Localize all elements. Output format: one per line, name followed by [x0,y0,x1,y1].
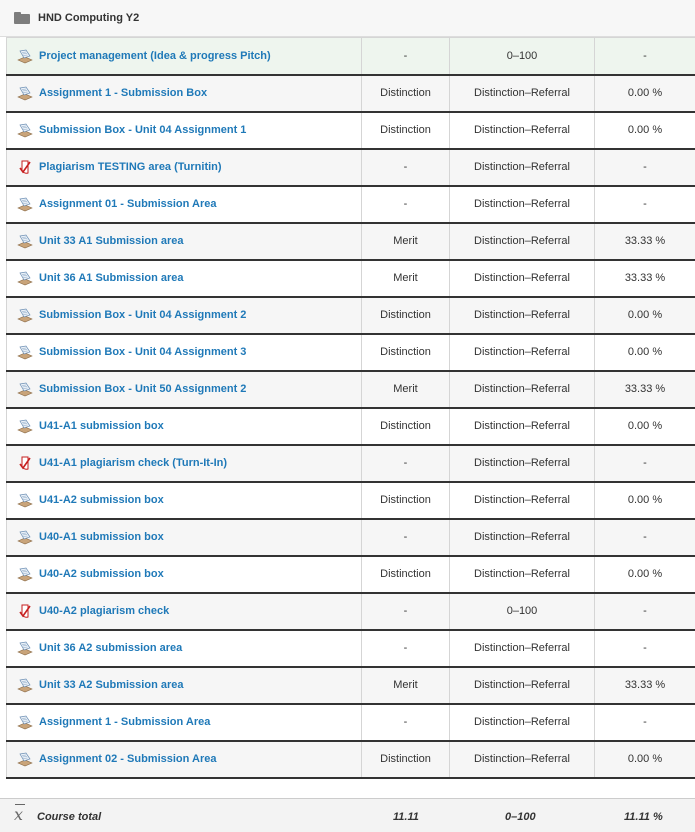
turnitin-icon [17,455,33,471]
percentage-cell: - [595,593,695,630]
mean-xbar-icon: x [14,805,23,824]
grade-row [7,260,695,297]
percentage-cell: 33.33 % [595,223,695,260]
grade-item-link[interactable]: U41-A2 submission box [39,494,164,506]
course-total-percentage: 11.11 % [624,811,663,823]
item-name-cell [7,556,362,593]
course-total-row [0,798,695,832]
item-name-cell [7,112,362,149]
percentage-cell: 0.00 % [595,556,695,593]
percentage-cell: 33.33 % [595,667,695,704]
percentage-cell: 33.33 % [595,371,695,408]
grade-item-link[interactable]: Submission Box - Unit 04 Assignment 2 [39,309,246,321]
item-name-cell [7,667,362,704]
grade-row [7,334,695,371]
grade-row [7,223,695,260]
grade-cell: Merit [362,223,450,260]
assignment-icon [17,381,33,397]
item-name-cell [7,149,362,186]
percentage-cell: 0.00 % [595,334,695,371]
grade-cell: - [362,519,450,556]
grade-cell: Merit [362,260,450,297]
item-name-cell [7,519,362,556]
percentage-cell: - [595,704,695,741]
turnitin-icon [17,159,33,175]
category-title: HND Computing Y2 [38,12,139,24]
grade-row [7,408,695,445]
percentage-cell: - [595,38,695,75]
range-cell: Distinction–Referral [450,334,595,371]
item-name-cell [7,186,362,223]
grade-row [7,519,695,556]
range-cell: Distinction–Referral [450,630,595,667]
grade-cell: Distinction [362,75,450,112]
grade-row [7,149,695,186]
range-cell: Distinction–Referral [450,186,595,223]
grade-item-link[interactable]: Assignment 1 - Submission Area [39,716,210,728]
item-name-cell [7,38,362,75]
percentage-cell: 0.00 % [595,741,695,778]
grade-row [7,630,695,667]
turnitin-icon [17,603,33,619]
grade-row [7,75,695,112]
grade-row [7,593,695,630]
percentage-cell: 0.00 % [595,75,695,112]
range-cell: Distinction–Referral [450,704,595,741]
percentage-cell: 0.00 % [595,408,695,445]
range-cell: Distinction–Referral [450,741,595,778]
range-cell: 0–100 [450,38,595,75]
grade-cell: Distinction [362,741,450,778]
range-cell: 0–100 [450,593,595,630]
range-cell: Distinction–Referral [450,149,595,186]
range-cell: Distinction–Referral [450,482,595,519]
grade-cell: - [362,445,450,482]
grade-item-link[interactable]: Submission Box - Unit 04 Assignment 3 [39,346,246,358]
grade-item-link[interactable]: U40-A2 submission box [39,568,164,580]
grade-cell: - [362,593,450,630]
grade-item-link[interactable]: U40-A1 submission box [39,531,164,543]
grade-item-link[interactable]: Project management (Idea & progress Pitch) [39,50,271,62]
grade-item-link[interactable]: Unit 36 A2 submission area [39,642,182,654]
assignment-icon [17,566,33,582]
grade-row [7,38,695,75]
grade-row [7,556,695,593]
item-name-cell [7,630,362,667]
assignment-icon [17,344,33,360]
grade-cell: Distinction [362,297,450,334]
item-name-cell [7,260,362,297]
item-name-cell [7,704,362,741]
grade-cell: Merit [362,371,450,408]
grade-row [7,667,695,704]
grade-row [7,371,695,408]
item-name-cell [7,445,362,482]
grade-cell: Distinction [362,334,450,371]
item-name-cell [7,371,362,408]
grade-cell: - [362,149,450,186]
grade-item-link[interactable]: Assignment 1 - Submission Box [39,87,207,99]
range-cell: Distinction–Referral [450,297,595,334]
item-name-cell [7,334,362,371]
grade-cell: Distinction [362,482,450,519]
assignment-icon [17,640,33,656]
percentage-cell: - [595,186,695,223]
item-name-cell [7,593,362,630]
assignment-icon [17,122,33,138]
item-name-cell [7,482,362,519]
assignment-icon [17,196,33,212]
grade-item-link[interactable]: U40-A2 plagiarism check [39,605,169,617]
assignment-icon [17,85,33,101]
assignment-icon [17,307,33,323]
grade-row [7,482,695,519]
percentage-cell: - [595,630,695,667]
assignment-icon [17,714,33,730]
range-cell: Distinction–Referral [450,408,595,445]
category-header [0,0,695,37]
assignment-icon [17,677,33,693]
grade-cell: - [362,704,450,741]
grade-cell: Distinction [362,556,450,593]
range-cell: Distinction–Referral [450,556,595,593]
grade-item-link[interactable]: Assignment 01 - Submission Area [39,198,216,210]
assignment-icon [17,48,33,64]
range-cell: Distinction–Referral [450,371,595,408]
range-cell: Distinction–Referral [450,519,595,556]
grade-table [6,37,695,779]
grade-cell: - [362,38,450,75]
assignment-icon [17,418,33,434]
percentage-cell: 0.00 % [595,482,695,519]
range-cell: Distinction–Referral [450,112,595,149]
percentage-cell: 0.00 % [595,112,695,149]
grade-row [7,297,695,334]
percentage-cell: 0.00 % [595,297,695,334]
range-cell: Distinction–Referral [450,223,595,260]
grade-cell: - [362,186,450,223]
course-total-grade: 11.11 [393,811,419,823]
grade-item-link[interactable]: Unit 36 A1 Submission area [39,272,183,284]
assignment-icon [17,233,33,249]
grade-cell: - [362,630,450,667]
assignment-icon [17,270,33,286]
grade-item-link[interactable]: Submission Box - Unit 04 Assignment 1 [39,124,246,136]
grade-row [7,741,695,778]
range-cell: Distinction–Referral [450,445,595,482]
grade-item-link[interactable]: Unit 33 A2 Submission area [39,679,183,691]
grade-item-link[interactable]: Unit 33 A1 Submission area [39,235,183,247]
range-cell: Distinction–Referral [450,260,595,297]
item-name-cell [7,75,362,112]
range-cell: Distinction–Referral [450,667,595,704]
item-name-cell [7,223,362,260]
grade-row [7,445,695,482]
item-name-cell [7,408,362,445]
grade-cell: Merit [362,667,450,704]
percentage-cell: 33.33 % [595,260,695,297]
grade-item-link[interactable]: U41-A1 submission box [39,420,164,432]
percentage-cell: - [595,445,695,482]
grade-row [7,186,695,223]
grade-row [7,704,695,741]
grade-item-link[interactable]: U41-A1 plagiarism check (Turn-It-In) [39,457,227,469]
assignment-icon [17,529,33,545]
course-total-label: Course total [37,811,101,823]
percentage-cell: - [595,149,695,186]
course-total-range: 0–100 [505,811,536,823]
grade-item-link[interactable]: Plagiarism TESTING area (Turnitin) [39,161,222,173]
grade-cell: Distinction [362,112,450,149]
assignment-icon [17,492,33,508]
folder-icon [14,12,30,24]
grade-table-body [7,38,695,778]
item-name-cell [7,741,362,778]
grade-row [7,112,695,149]
grade-cell: Distinction [362,408,450,445]
grade-item-link[interactable]: Assignment 02 - Submission Area [39,753,216,765]
assignment-icon [17,751,33,767]
grade-item-link[interactable]: Submission Box - Unit 50 Assignment 2 [39,383,246,395]
range-cell: Distinction–Referral [450,75,595,112]
percentage-cell: - [595,519,695,556]
item-name-cell [7,297,362,334]
